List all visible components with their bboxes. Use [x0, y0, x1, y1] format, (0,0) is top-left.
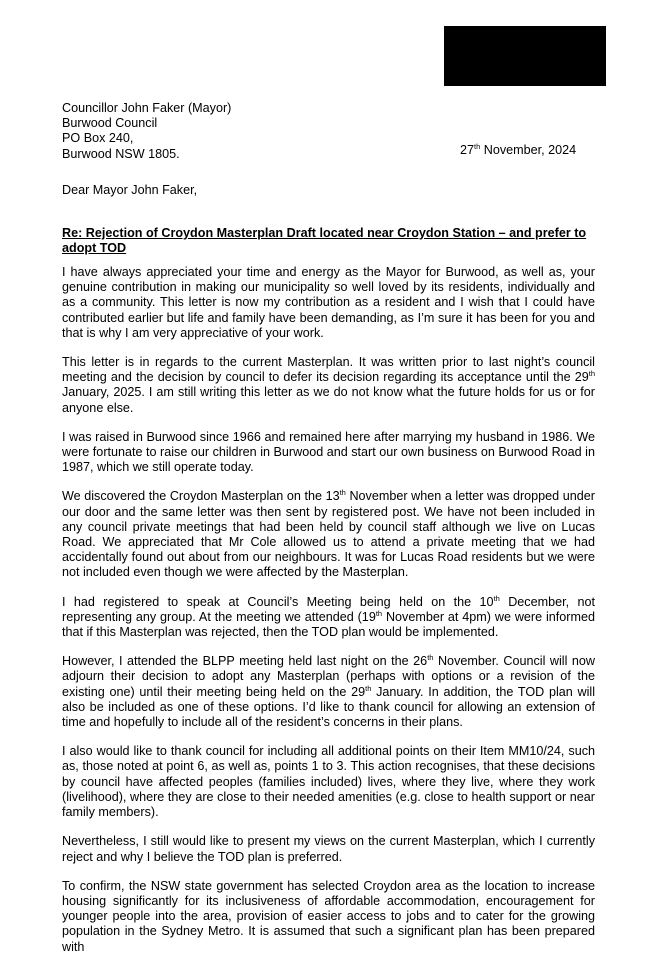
ordinal-suffix: th [588, 369, 595, 379]
ordinal-suffix: th [493, 593, 500, 603]
paragraph-4 [62, 489, 595, 580]
letter-date [460, 143, 576, 158]
paragraph-5-text: I had registered to speak at Council’s Meeting being held on the 10 [62, 594, 494, 609]
paragraph-1: I have always appreciated your time and energy as the Mayor for Burwood, as well as, your genuine contribution in making our municipality so well loved by its residents, individually and as a community. This letter is now my contribution as a resident and I wish that I could have contributed earlier but life and family have been demanding, as I’m sure it has been for you and that is why I am very appreciative of your work. [62, 265, 595, 340]
date-rest: November, 2024 [480, 143, 577, 157]
ordinal-suffix: th [365, 683, 372, 693]
paragraph-7: I also would like to thank council for including all additional points on their Item MM10/24, such as, those noted at point 6, as well as, points 1 to 3. This action recognises, that these decisions by council have affected peoples (families included) lives, where they live, where they work (livelihood), where they are close to their needed amenities (e.g. close to health support or near family members). [62, 744, 595, 820]
salutation: Dear Mayor John Faker, [62, 183, 198, 197]
ordinal-suffix: th [375, 608, 383, 618]
paragraph-2 [62, 355, 595, 416]
paragraph-5 [62, 595, 595, 641]
paragraph-2-text: This letter is in regards to the current Masterplan. It was written prior to last night’s council meeting and the decision by council to defer its decision regarding its acceptance until the 29 [62, 355, 595, 385]
letter-body [62, 265, 595, 969]
recipient-name: Councillor John Faker (Mayor) [62, 101, 232, 115]
date-suffix: th [474, 142, 481, 151]
recipient-organisation: Burwood Council [62, 116, 158, 131]
paragraph-6-text: However, I attended the BLPP meeting held last night on the 26 [62, 654, 428, 669]
paragraph-6-text: November. Council will now adjourn their decision to adopt any Masterplan (perhaps with options or a revision of the existing one) until their meeting being held on the 29 [62, 654, 595, 699]
ordinal-suffix: th [427, 653, 434, 663]
paragraph-5-text: November at 4pm) we were informed that if this Masterplan was rejected, then the TOD plan would be implemented. [62, 609, 595, 640]
subject-line: Re: Rejection of Croydon Masterplan Draft located near Croydon Station – and prefer to adopt TOD [62, 226, 587, 256]
paragraph-2-text: January, 2025. I am still writing this letter as we do not know what the future holds for us or for anyone else. [62, 385, 595, 415]
paragraph-3: I was raised in Burwood since 1966 and remained here after marrying my husband in 1986. We were fortunate to raise our children in Burwood and start our own business on Burwood Road in 1987, which we still operate today. [62, 429, 595, 475]
recipient-suburb: Burwood NSW 1805. [62, 146, 180, 161]
redacted-block [444, 26, 606, 86]
recipient-address [62, 101, 231, 162]
recipient-po-box: PO Box 240, [62, 131, 134, 146]
date-day: 27 [460, 143, 475, 157]
paragraph-6 [62, 654, 595, 730]
paragraph-4-text: We discovered the Croydon Masterplan on the 13 [62, 489, 340, 504]
paragraph-9: To confirm, the NSW state government has selected Croydon area as the location to increase housing significantly for its inclusiveness of affordable accommodation, encouragement for younger people into the area, provision of easier access to jobs and to cater for the growing population in the Sydney Metro. It is assumed that such a significant plan has been prepared with [62, 878, 595, 954]
paragraph-4-text: November when a letter was dropped under our door and the same letter was then sent by registered post. We have not been included in any council private meetings that had been held by council staff although we live on Lucas Road. We appreciated that Mr Cole allowed us to attend a private meeting that we had accidentally found out about from our neighbours. It was for Lucas Road residents but we were not included even though we were affected by the Masterplan. [62, 489, 595, 580]
paragraph-5-text: December, not representing any group. At the meeting we attended (19 [62, 594, 595, 624]
ordinal-suffix: th [339, 488, 346, 498]
paragraph-8: Nevertheless, I still would like to present my views on the current Masterplan, which I currently reject and why I believe the TOD plan is preferred. [62, 834, 595, 864]
paragraph-6-text: January. In addition, the TOD plan will also be included as one of these options. I’d like to thank council for allowing an extension of time and hopefully to include all of the resident’s concerns in their plans. [62, 684, 595, 730]
